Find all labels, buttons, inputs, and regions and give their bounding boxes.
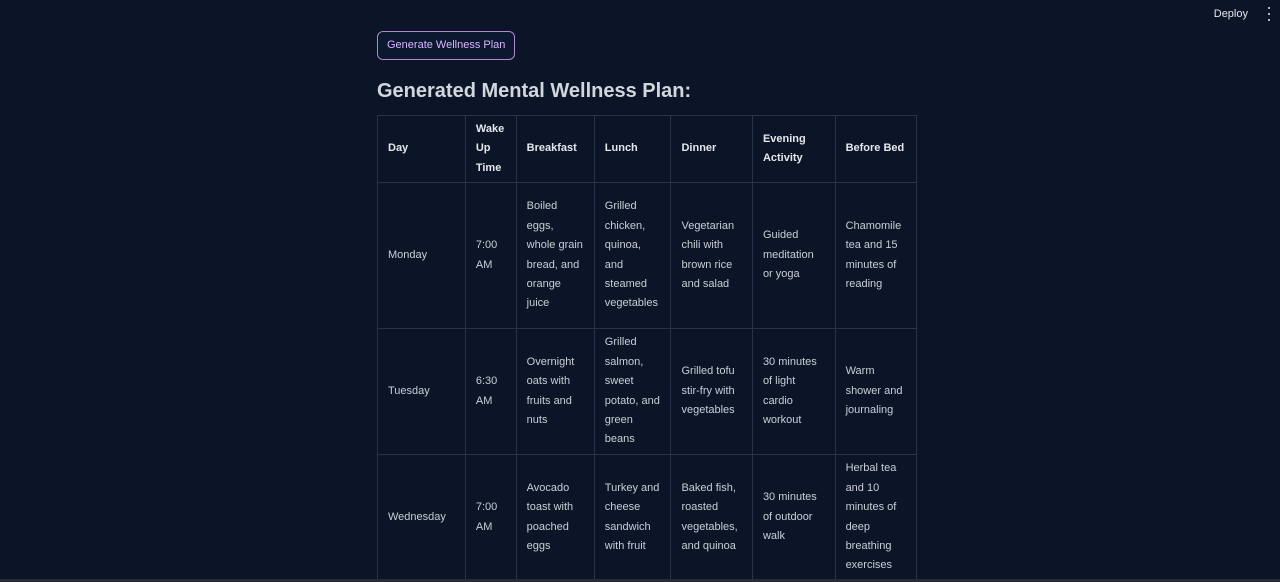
table-cell: Grilled chicken, quinoa, and steamed vegetables: [594, 183, 671, 329]
table-cell: Monday: [378, 183, 466, 329]
table-cell: Overnight oats with fruits and nuts: [516, 329, 594, 455]
table-header-row: [378, 116, 917, 183]
table-cell: Vegetarian chili with brown rice and salad: [671, 183, 752, 329]
table-row: [378, 183, 917, 329]
table-row: [378, 329, 917, 455]
table-cell: Herbal tea and 10 minutes of deep breathing exercises: [835, 455, 916, 581]
kebab-menu-icon[interactable]: [1264, 7, 1274, 21]
table-cell: Avocado toast with poached eggs: [516, 455, 594, 581]
table-cell: Guided meditation or yoga: [752, 183, 835, 329]
table-cell: Warm shower and journaling: [835, 329, 916, 455]
column-header-lunch: Lunch: [594, 116, 671, 183]
wellness-plan-table: [377, 115, 917, 581]
deploy-button[interactable]: Deploy: [1213, 8, 1248, 20]
table-cell: 6:30 AM: [465, 329, 516, 455]
table-cell: 30 minutes of light cardio workout: [752, 329, 835, 455]
table-cell: Tuesday: [378, 329, 466, 455]
main-content: [377, 31, 917, 572]
table-row: [378, 455, 917, 581]
table-cell: 30 minutes of outdoor walk: [752, 455, 835, 581]
table-cell: Grilled tofu stir-fry with vegetables: [671, 329, 752, 455]
column-header-before-bed: Before Bed: [835, 116, 916, 183]
column-header-day: Day: [378, 116, 466, 183]
column-header-breakfast: Breakfast: [516, 116, 594, 183]
table-cell: Turkey and cheese sandwich with fruit: [594, 455, 671, 581]
generate-wellness-plan-button[interactable]: Generate Wellness Plan: [377, 31, 515, 60]
column-header-evening-activity: Evening Activity: [752, 116, 835, 183]
table-cell: Grilled salmon, sweet potato, and green beans: [594, 329, 671, 455]
table-cell: Boiled eggs, whole grain bread, and orange juice: [516, 183, 594, 329]
table-cell: 7:00 AM: [465, 183, 516, 329]
column-header-wake-up-time: Wake Up Time: [465, 116, 516, 183]
table-cell: 7:00 AM: [465, 455, 516, 581]
table-cell: Chamomile tea and 15 minutes of reading: [835, 183, 916, 329]
table-cell: Baked fish, roasted vegetables, and quinoa: [671, 455, 752, 581]
top-toolbar: [1214, 0, 1280, 28]
column-header-dinner: Dinner: [671, 116, 752, 183]
page-title: Generated Mental Wellness Plan:: [377, 80, 692, 102]
table-cell: Wednesday: [378, 455, 466, 581]
